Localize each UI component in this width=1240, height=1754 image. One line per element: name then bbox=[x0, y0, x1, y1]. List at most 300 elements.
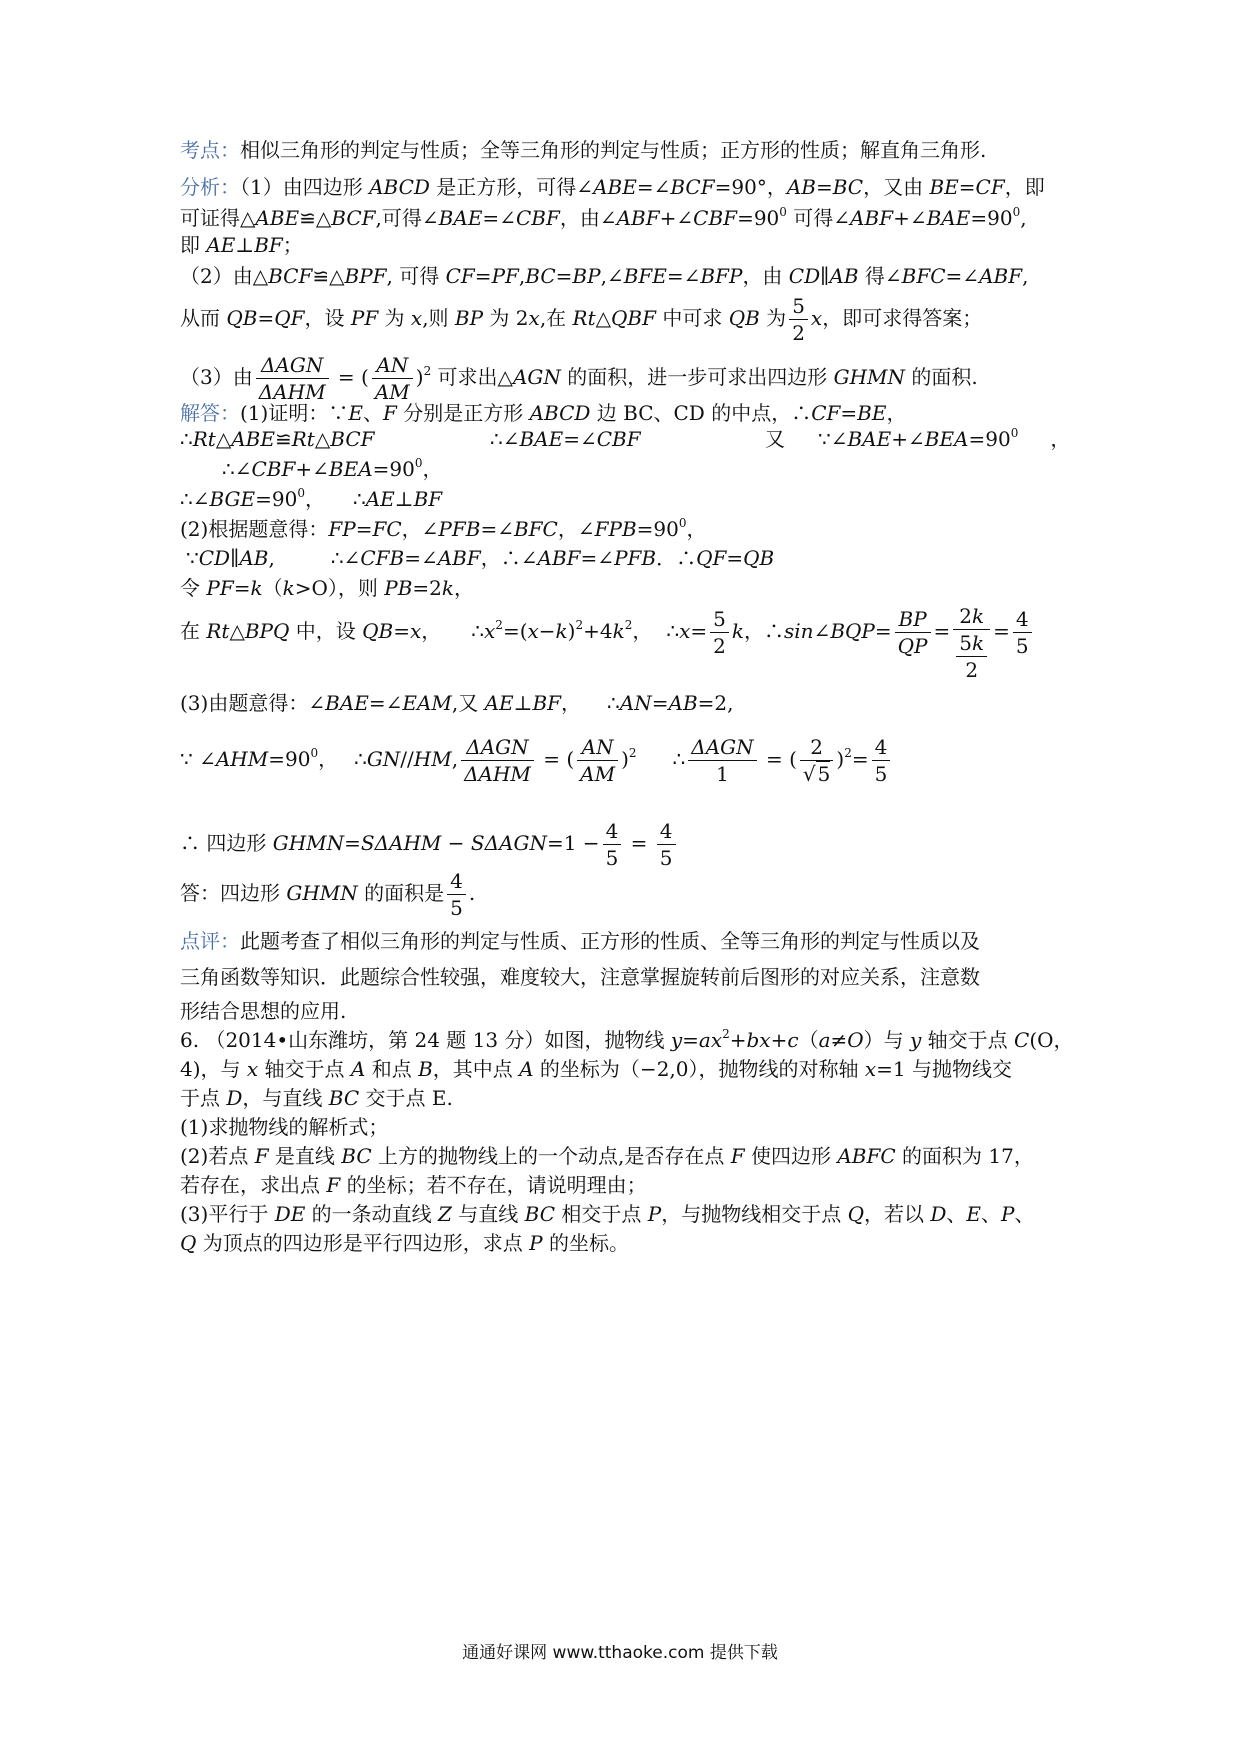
text: 的面积是 bbox=[357, 881, 445, 905]
fraction bbox=[447, 868, 466, 921]
fraction bbox=[800, 734, 833, 787]
math: k bbox=[612, 619, 625, 643]
math: x bbox=[864, 1057, 877, 1081]
text: （3）由 bbox=[180, 365, 253, 389]
text: ∠ bbox=[499, 206, 516, 230]
math: BF bbox=[532, 691, 562, 715]
math: AE bbox=[206, 233, 236, 257]
fraction bbox=[577, 734, 618, 787]
text: ∴ bbox=[353, 487, 366, 511]
fraction bbox=[956, 630, 987, 683]
text: − bbox=[538, 619, 556, 643]
math: QB bbox=[743, 546, 775, 570]
math: BC bbox=[524, 1202, 556, 1226]
text: ) bbox=[836, 747, 845, 771]
text: =90 bbox=[255, 487, 298, 511]
text: = bbox=[257, 306, 275, 330]
text: = bbox=[355, 517, 373, 541]
q6-line-8 bbox=[180, 1230, 629, 1256]
text: ,则 bbox=[422, 306, 455, 330]
text: 和点 bbox=[365, 1057, 419, 1081]
text: ≌ bbox=[274, 427, 292, 451]
math: AHM bbox=[215, 747, 269, 771]
jieda-line-11 bbox=[180, 816, 679, 871]
text: ， bbox=[886, 401, 907, 425]
math: x bbox=[246, 1057, 259, 1081]
text: ，若以 bbox=[864, 1202, 931, 1226]
fenxi-line-6 bbox=[180, 352, 978, 405]
math: BAE bbox=[519, 427, 564, 451]
text: = bbox=[682, 1028, 699, 1052]
fenxi-line-2 bbox=[180, 205, 1027, 231]
math: BAE bbox=[847, 427, 892, 451]
math: Rt bbox=[206, 619, 230, 643]
text: =∠ bbox=[945, 264, 980, 288]
text: △ bbox=[314, 427, 331, 451]
text: 可得∠ bbox=[786, 206, 851, 230]
math: BEA bbox=[328, 457, 373, 481]
text: = ( bbox=[536, 747, 575, 771]
math: BCF bbox=[330, 427, 375, 451]
text: ； bbox=[282, 233, 303, 257]
denominator: 2 bbox=[792, 321, 805, 345]
math: BAE bbox=[325, 691, 369, 715]
q6-line-6 bbox=[180, 1172, 647, 1198]
denominator: AM bbox=[580, 762, 616, 786]
text: △ bbox=[595, 306, 612, 330]
text: ≌ bbox=[299, 206, 316, 230]
text: ∠ bbox=[813, 619, 831, 643]
text: = bbox=[993, 619, 1010, 643]
text: 的面积为 17， bbox=[895, 1144, 1034, 1168]
superscript: 0 bbox=[678, 516, 687, 530]
math: A bbox=[350, 1057, 366, 1081]
text: ，其中点 bbox=[432, 1057, 520, 1081]
text: ，∴ bbox=[744, 619, 785, 643]
numerator bbox=[956, 630, 987, 657]
denominator: √ 5 bbox=[802, 762, 831, 786]
math: BFC bbox=[513, 517, 558, 541]
text: 若存在，求出点 bbox=[180, 1173, 327, 1197]
numerator: ΔAGN bbox=[688, 734, 756, 761]
math: P bbox=[647, 1202, 662, 1226]
math: x bbox=[527, 619, 539, 643]
math: QB bbox=[728, 306, 760, 330]
text: (3)由题意得：∠ bbox=[180, 691, 326, 715]
math: HM bbox=[413, 747, 452, 771]
math: ABF bbox=[437, 546, 481, 570]
text: ， bbox=[561, 691, 582, 715]
math: P bbox=[1001, 1202, 1015, 1226]
text: 的坐标；若不存在，请说明理由； bbox=[340, 1173, 647, 1197]
text: =( bbox=[502, 619, 528, 643]
numerator: 5 bbox=[710, 606, 729, 633]
math: P bbox=[529, 1231, 543, 1255]
math: F bbox=[326, 1173, 341, 1197]
math: BFE bbox=[623, 264, 667, 288]
math: ax bbox=[698, 1028, 723, 1052]
math: CF bbox=[445, 264, 475, 288]
text: =2, bbox=[697, 691, 734, 715]
math: Q bbox=[180, 1231, 197, 1255]
jieda-line-6 bbox=[186, 545, 774, 571]
denominator: ΔAHM bbox=[464, 762, 531, 786]
text: ∠ bbox=[676, 206, 694, 230]
jieda-line-2b bbox=[490, 426, 641, 452]
text: ∴ bbox=[354, 747, 367, 771]
text: 此题考查了相似三角形的判定与性质、正方形的性质、全等三角形的判定与性质以及 bbox=[240, 929, 980, 953]
text: ，即 bbox=[1004, 175, 1045, 199]
superscript: 0 bbox=[1010, 426, 1019, 440]
math: AB bbox=[786, 175, 816, 199]
text: 相交于点 bbox=[555, 1202, 648, 1226]
q6-line-5 bbox=[180, 1143, 1034, 1169]
math: ABF bbox=[616, 206, 660, 230]
math: BC bbox=[525, 264, 556, 288]
math: k bbox=[972, 631, 985, 655]
text: 轴交于点 bbox=[921, 1028, 1015, 1052]
superscript: 2 bbox=[495, 618, 503, 632]
math: +bx+c bbox=[729, 1028, 799, 1052]
text: = bbox=[636, 175, 654, 199]
text: ,又 bbox=[451, 691, 485, 715]
numerator: BP bbox=[895, 606, 931, 633]
fraction bbox=[872, 734, 891, 787]
text: ∴ bbox=[672, 747, 686, 771]
text: ， bbox=[1050, 427, 1071, 451]
math: BP bbox=[454, 306, 484, 330]
math: k bbox=[972, 604, 985, 628]
text: ) bbox=[415, 365, 424, 389]
math: BCF bbox=[331, 206, 376, 230]
text: ∴ bbox=[607, 691, 620, 715]
math: BGE bbox=[209, 487, 256, 511]
q6-line-7 bbox=[180, 1201, 1034, 1227]
math: ≠O bbox=[830, 1028, 864, 1052]
text: 从而 bbox=[180, 306, 227, 330]
superscript: 2 bbox=[722, 1027, 730, 1041]
text: 、 bbox=[1014, 1202, 1035, 1226]
text: ，∴∠ bbox=[480, 546, 538, 570]
text: , bbox=[1020, 206, 1027, 230]
text: 的面积. bbox=[905, 365, 978, 389]
text: 轴交于点 bbox=[258, 1057, 351, 1081]
text: ，又由 bbox=[863, 175, 930, 199]
math: GHMN bbox=[833, 365, 905, 389]
text: ∠ bbox=[653, 175, 671, 199]
text: , bbox=[268, 546, 275, 570]
text: ,可得∠ bbox=[375, 206, 439, 230]
denominator: 5 bbox=[1015, 634, 1029, 658]
text: = bbox=[624, 831, 654, 855]
math: BPQ bbox=[244, 619, 290, 643]
math: SΔAHM bbox=[360, 831, 442, 855]
math: AGN bbox=[512, 365, 561, 389]
dianping-label: 点评： bbox=[180, 929, 240, 953]
fraction bbox=[372, 352, 413, 405]
math: BP bbox=[572, 264, 601, 288]
text: ∴ bbox=[666, 619, 680, 643]
text: ， bbox=[686, 517, 707, 541]
text: 即 bbox=[180, 233, 207, 257]
fraction bbox=[657, 818, 676, 871]
denominator: QP bbox=[897, 634, 928, 658]
math: a bbox=[818, 1028, 831, 1052]
numerator: 2 bbox=[800, 734, 833, 761]
text: ∠ bbox=[606, 264, 624, 288]
text: = bbox=[666, 264, 684, 288]
denominator: 5 bbox=[874, 762, 888, 786]
numerator: 4 bbox=[447, 868, 466, 895]
text: （1）由四边形 bbox=[240, 175, 370, 199]
text: ⊥ bbox=[513, 691, 533, 715]
text: 上方的抛物线上的一个动点,是否存在点 bbox=[371, 1144, 731, 1168]
math: CBF bbox=[251, 457, 296, 481]
text: ）与 bbox=[863, 1028, 911, 1052]
fraction bbox=[710, 606, 729, 659]
math: k bbox=[250, 576, 263, 600]
text: ．∴ bbox=[656, 546, 697, 570]
text: ，∠ bbox=[401, 517, 439, 541]
text: 分别是正方形 bbox=[396, 401, 530, 425]
math: y bbox=[670, 1028, 683, 1052]
math: Rt bbox=[291, 427, 315, 451]
text: ∴ bbox=[180, 427, 193, 451]
jieda-label: 解答： bbox=[180, 401, 240, 425]
jieda-line-10 bbox=[180, 732, 893, 787]
text: =90 bbox=[636, 517, 679, 541]
text: 边 BC、CD 的中点，∴ bbox=[590, 401, 812, 425]
jieda-line-2c bbox=[765, 426, 785, 452]
text: // bbox=[400, 747, 414, 771]
text: = ( bbox=[331, 365, 369, 389]
text: 可证得△ bbox=[180, 206, 256, 230]
math: CD bbox=[198, 546, 231, 570]
denominator: ΔAHM bbox=[258, 380, 326, 404]
math: x bbox=[810, 306, 823, 330]
text: ∴∠ bbox=[222, 457, 252, 481]
numerator: ΔAGN bbox=[461, 734, 534, 761]
text: ，与抛物线相交于点 bbox=[661, 1202, 848, 1226]
dianping-line-2 bbox=[180, 964, 980, 990]
kaodian-label: 考点： bbox=[180, 138, 240, 162]
text: 、 bbox=[362, 401, 383, 425]
text: 是正方形，可得∠ bbox=[429, 175, 594, 199]
text: +∠ bbox=[295, 457, 329, 481]
fraction bbox=[461, 734, 534, 787]
text: 得∠ bbox=[858, 264, 902, 288]
superscript: 0 bbox=[779, 205, 787, 219]
fraction bbox=[895, 606, 931, 659]
math: QF bbox=[696, 546, 727, 570]
text: ∴∠ bbox=[490, 427, 520, 451]
math: Q bbox=[847, 1202, 864, 1226]
kaodian-text: 相似三角形的判定与性质；全等三角形的判定与性质；正方形的性质；解直角三角形. bbox=[240, 138, 987, 162]
numerator: AN bbox=[577, 734, 618, 761]
jieda-line-12 bbox=[180, 866, 475, 921]
math: F bbox=[382, 401, 397, 425]
text: +4 bbox=[583, 619, 613, 643]
text: = bbox=[651, 691, 669, 715]
text: = ( bbox=[759, 747, 797, 771]
math: BCF bbox=[670, 175, 715, 199]
text: , bbox=[1022, 264, 1029, 288]
numerator: AN bbox=[372, 352, 413, 379]
text: =90 bbox=[970, 206, 1013, 230]
math: QBF bbox=[611, 306, 657, 330]
math: PB bbox=[384, 576, 413, 600]
text: ∴ 四边形 bbox=[180, 831, 273, 855]
text: 中，设 bbox=[289, 619, 363, 643]
math: B bbox=[418, 1057, 433, 1081]
footer: 通通好课网 www.tthaoke.com 提供下载 bbox=[462, 1643, 778, 1663]
math: x bbox=[679, 619, 691, 643]
text: ， bbox=[305, 487, 325, 511]
dianping-line-3 bbox=[180, 998, 346, 1024]
text: = bbox=[958, 175, 976, 199]
superscript: 0 bbox=[297, 486, 305, 500]
text: (1)求抛物线的解析式； bbox=[180, 1115, 389, 1139]
text: 的坐标。 bbox=[542, 1231, 629, 1255]
text: ∵∠ bbox=[818, 427, 848, 451]
jieda-line-5 bbox=[180, 516, 707, 542]
fenxi-label: 分析： bbox=[180, 175, 240, 199]
math: F bbox=[254, 1144, 269, 1168]
jieda-line-7 bbox=[180, 575, 474, 601]
numerator: 5 bbox=[789, 293, 808, 320]
numerator: 4 bbox=[603, 818, 622, 845]
text: = bbox=[726, 546, 744, 570]
text: =2 bbox=[412, 576, 442, 600]
math: C bbox=[1014, 1028, 1030, 1052]
math: x bbox=[484, 619, 496, 643]
math: D bbox=[930, 1202, 947, 1226]
jieda-line-2 bbox=[180, 426, 375, 452]
math: ABE bbox=[255, 206, 300, 230]
dianping-line-1 bbox=[180, 928, 980, 954]
text: = bbox=[555, 264, 573, 288]
math: ABF bbox=[537, 546, 581, 570]
text: ⊥ bbox=[394, 487, 414, 511]
math: k bbox=[555, 619, 568, 643]
math: CD bbox=[788, 264, 821, 288]
math: BQP bbox=[830, 619, 875, 643]
text: ， bbox=[422, 457, 443, 481]
text: ∴∠ bbox=[180, 487, 210, 511]
text: 是直线 bbox=[268, 1144, 342, 1168]
text: , bbox=[600, 264, 607, 288]
text: . bbox=[468, 881, 476, 905]
text: =∠ bbox=[480, 517, 514, 541]
text: =1 与抛物线交 bbox=[876, 1057, 1012, 1081]
text: ，即可求得答案； bbox=[822, 306, 983, 330]
text: = bbox=[851, 747, 869, 771]
text: − bbox=[441, 831, 471, 855]
text: = bbox=[393, 619, 410, 643]
text: , 可得 bbox=[386, 264, 446, 288]
text: >O），则 bbox=[294, 576, 385, 600]
math: AE bbox=[484, 691, 514, 715]
math: CFB bbox=[360, 546, 405, 570]
math: BPF bbox=[344, 264, 387, 288]
q6-line-3 bbox=[180, 1085, 453, 1111]
superscript: 2 bbox=[628, 746, 637, 760]
math: PF bbox=[206, 576, 234, 600]
denominator: 5 bbox=[659, 846, 673, 870]
math: CBF bbox=[596, 427, 641, 451]
math: DE bbox=[274, 1202, 306, 1226]
text: = bbox=[815, 175, 833, 199]
fraction bbox=[789, 293, 808, 346]
math: BFP bbox=[700, 264, 743, 288]
denominator: AM bbox=[374, 380, 410, 404]
math: PF bbox=[350, 306, 379, 330]
text: 4)，与 bbox=[180, 1057, 247, 1081]
fraction bbox=[603, 818, 622, 871]
text: 使四边形 bbox=[744, 1144, 838, 1168]
text: ) bbox=[621, 747, 629, 771]
text: 交于点 E. bbox=[359, 1086, 453, 1110]
text: ∴∠ bbox=[330, 546, 361, 570]
text: ∥ bbox=[820, 264, 830, 288]
numerator: 4 bbox=[657, 818, 676, 845]
math: FPB bbox=[594, 517, 637, 541]
math: Z bbox=[438, 1202, 452, 1226]
text: ，与直线 bbox=[242, 1086, 329, 1110]
math: FP bbox=[328, 517, 356, 541]
text: ， bbox=[318, 747, 339, 771]
math: AE bbox=[365, 487, 395, 511]
math: PFB bbox=[614, 546, 657, 570]
text: ) bbox=[567, 619, 576, 643]
math: CBF bbox=[693, 206, 738, 230]
text: (3)平行于 bbox=[180, 1202, 275, 1226]
text: =90°， bbox=[714, 175, 787, 199]
text: = bbox=[233, 576, 251, 600]
text: 为顶点的四边形是平行四边形，求点 bbox=[196, 1231, 530, 1255]
text: ∵ bbox=[186, 546, 199, 570]
text: ∵ ∠ bbox=[180, 747, 216, 771]
text: (2)若点 bbox=[180, 1144, 255, 1168]
text: ∠ bbox=[683, 264, 701, 288]
text: = bbox=[840, 401, 858, 425]
math: CF bbox=[811, 401, 841, 425]
text: ， bbox=[421, 619, 442, 643]
superscript: 2 bbox=[423, 364, 432, 378]
math: ABE bbox=[231, 427, 275, 451]
denominator bbox=[953, 630, 990, 683]
text: 为 bbox=[483, 306, 516, 330]
math: D bbox=[226, 1086, 243, 1110]
math: BEA bbox=[924, 427, 969, 451]
math: ABF bbox=[979, 264, 1023, 288]
math: PFB bbox=[438, 517, 481, 541]
math: GHMN bbox=[286, 881, 358, 905]
fraction bbox=[256, 352, 329, 405]
text: （ bbox=[798, 1028, 819, 1052]
math: AB bbox=[239, 546, 269, 570]
text: 的坐标为（−2,0），抛物线的对称轴 bbox=[533, 1057, 865, 1081]
text: 与直线 bbox=[451, 1202, 525, 1226]
superscript: 2 bbox=[844, 746, 852, 760]
math: BFC bbox=[901, 264, 946, 288]
jieda-line-4 bbox=[180, 486, 442, 512]
text: 为 bbox=[759, 306, 787, 330]
math: Rt bbox=[572, 306, 596, 330]
math: AB bbox=[829, 264, 859, 288]
text: = bbox=[474, 264, 492, 288]
text: 又 bbox=[765, 427, 785, 451]
